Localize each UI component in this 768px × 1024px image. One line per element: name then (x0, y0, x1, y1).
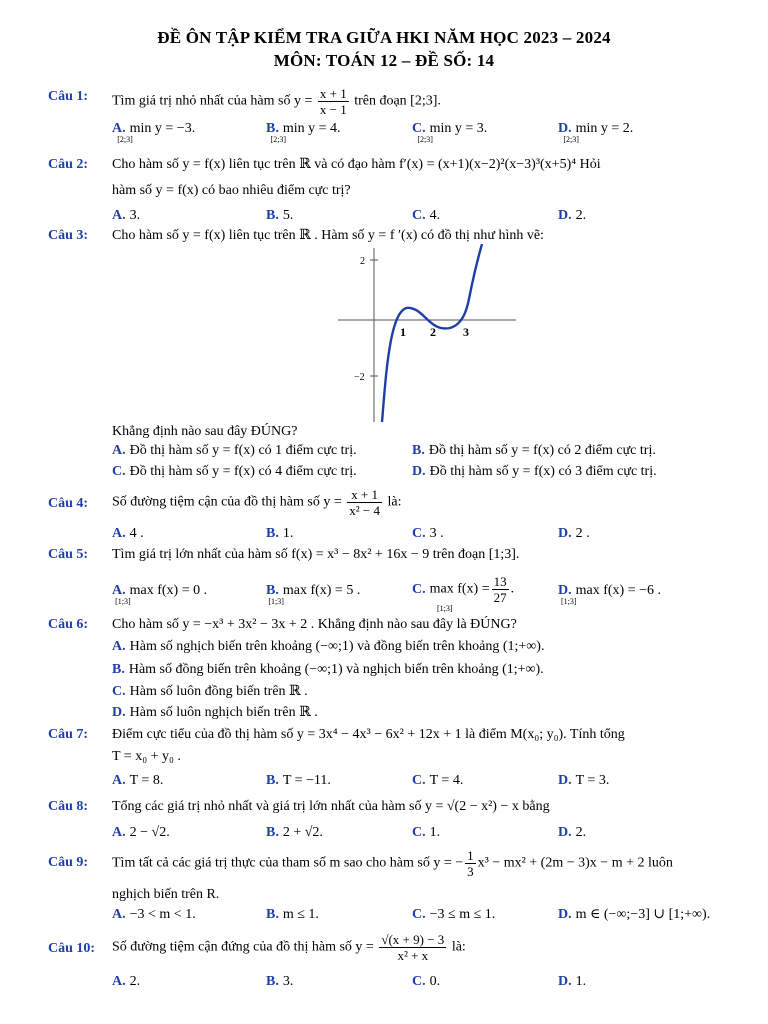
option-d[interactable]: D. $\min y = 2._{[2;3]}$ (558, 121, 634, 144)
question-label: Câu 6: (48, 617, 89, 632)
option-d[interactable]: D. Hàm số luôn nghịch biến trên ℝ . (112, 705, 318, 720)
option-d[interactable]: D. 1. (558, 974, 587, 989)
option-c[interactable]: C. T = 4. (412, 773, 464, 788)
option-a[interactable]: A. 3. (112, 208, 141, 223)
option-d[interactable]: D. 2. (558, 208, 587, 223)
question-label: Câu 5: (48, 547, 89, 562)
option-b[interactable]: B. Hàm số đồng biến trên khoảng (−∞;1) và nghịch biến trên khoảng (1;+∞). (112, 662, 544, 677)
option-b[interactable]: B. 2 + √2. (266, 825, 323, 840)
question-stem: Tìm giá trị lớn nhất của hàm số f(x) = x³ − 8x² + 16x − 9 trên đoạn [1;3]. (112, 547, 520, 562)
x-label: 3 (463, 325, 469, 339)
option-a[interactable]: A. Hàm số nghịch biến trên khoảng (−∞;1) và đồng biến trên khoảng (1;+∞). (112, 639, 545, 654)
question-label: Câu 2: (48, 157, 89, 172)
option-a[interactable]: A. 2 − √2. (112, 825, 170, 840)
question-stem: Tổng các giá trị nhỏ nhất và giá trị lớn nhất của hàm số y = √(2 − x²) − x bằng (112, 799, 550, 814)
question-3-prompt: Khẳng định nào sau đây ĐÚNG? (112, 424, 298, 439)
option-d[interactable]: D. 2. (558, 825, 587, 840)
question-stem: Tìm giá trị nhỏ nhất của hàm số y = $\frac{x + 1}{x - 1}$ trên đoạn [2;3]. (112, 86, 441, 117)
fraction: $\frac{√(x + 9) - 3}{\text{x² + x}}$ (381, 932, 445, 963)
option-d[interactable]: D. T = 3. (558, 773, 610, 788)
option-c[interactable]: C. Đồ thị hàm số y = f(x) có 4 điểm cực trị. (112, 464, 357, 479)
question-label: Câu 4: (48, 496, 89, 511)
option-b[interactable]: B. $\min y = 4._{[2;3]}$ (266, 121, 341, 144)
question-label: Câu 7: (48, 727, 89, 742)
question-label: Câu 9: (48, 855, 89, 870)
question-stem: Số đường tiệm cận của đồ thị hàm số y = $\frac{x + 1}{\text{x² − 4}}$ là: (112, 487, 402, 518)
question-stem: Số đường tiệm cận đứng của đồ thị hàm số y = $\frac{√(x + 9) - 3}{\text{x² + x}}$ là: (112, 932, 466, 963)
fraction: $\frac{13}{27}$ (493, 574, 507, 605)
question-stem: Tìm tất cả các giá trị thực của tham số m sao cho hàm số y = − $\frac{1}{3}$ x³ − mx² + (2m − 3)x − m + 2 luôn (112, 848, 673, 879)
question-stem: Cho hàm số y = −x³ + 3x² − 3x + 2 . Khẳng định nào sau đây là ĐÚNG? (112, 617, 517, 632)
option-b[interactable]: B. 1. (266, 526, 294, 541)
question-stem-cont: hàm số y = f(x) có bao nhiêu điểm cực trị? (112, 183, 351, 198)
option-c[interactable]: C. 4. (412, 208, 441, 223)
option-c[interactable]: C. 0. (412, 974, 441, 989)
question-label: Câu 1: (48, 89, 89, 104)
option-c[interactable]: C. max f(x) = $\frac{13}{27}$ . [1;3] (412, 574, 515, 613)
option-d[interactable]: D. Đồ thị hàm số y = f(x) có 3 điểm cực trị. (412, 464, 657, 479)
exam-subtitle: MÔN: TOÁN 12 – ĐỀ SỐ: 14 (273, 51, 495, 70)
fraction: $\frac{x + 1}{x - 1}$ (319, 86, 347, 117)
option-a[interactable]: A. $\min y = -3._{[2;3]}$ (112, 121, 196, 144)
fraction: $\frac{x + 1}{\text{x² − 4}}$ (349, 487, 380, 518)
question-label: Câu 10: (48, 941, 96, 956)
option-b[interactable]: B. T = −11. (266, 773, 331, 788)
question-stem: Cho hàm số y = f(x) liên tục trên ℝ và có đạo hàm f′(x) = (x+1)(x−2)²(x−3)³(x+5)⁴ Hỏi (112, 157, 601, 172)
question-label: Câu 3: (48, 228, 89, 243)
derivative-graph (330, 244, 520, 424)
y-tick-label: 2 (360, 256, 365, 267)
x-label: 2 (430, 325, 436, 339)
option-a[interactable]: A. Đồ thị hàm số y = f(x) có 1 điểm cực trị. (112, 443, 357, 458)
question-stem-cont: T = x₀ + y₀ . (112, 749, 181, 764)
option-b[interactable]: B. Đồ thị hàm số y = f(x) có 2 điểm cực trị. (412, 443, 656, 458)
option-a[interactable]: A. T = 8. (112, 773, 164, 788)
x-label: 1 (400, 325, 406, 339)
question-stem-cont: nghịch biến trên R. (112, 887, 220, 902)
option-a[interactable]: A. max f(x) = 0 $._{[1;3]}$ (112, 583, 208, 606)
question-stem: Điểm cực tiểu của đồ thị hàm số y = 3x⁴ − 4x³ − 6x² + 12x + 1 là điểm M(x₀; y₀). Tính tổng (112, 727, 625, 742)
option-d[interactable]: D. m ∈ (−∞;−3] ∪ [1;+∞). (558, 907, 711, 922)
option-c[interactable]: C. 3 . (412, 526, 444, 541)
option-a[interactable]: A. 2. (112, 974, 141, 989)
option-c[interactable]: C. 1. (412, 825, 441, 840)
option-b[interactable]: B. max f(x) = 5 $._{[1;3]}$ (266, 583, 361, 606)
option-a[interactable]: A. −3 < m < 1. (112, 907, 196, 922)
option-d[interactable]: D. max f(x) = −6 $._{[1;3]}$ (558, 583, 662, 606)
question-stem: Cho hàm số y = f(x) liên tục trên ℝ . Hàm số y = f ′(x) có đồ thị như hình vẽ: (112, 228, 544, 243)
fraction: $\frac{1}{3}$ (467, 848, 474, 879)
option-c[interactable]: C. −3 ≤ m ≤ 1. (412, 907, 496, 922)
option-b[interactable]: B. m ≤ 1. (266, 907, 319, 922)
option-d[interactable]: D. 2 . (558, 526, 590, 541)
option-c[interactable]: C. $\min y = 3._{[2;3]}$ (412, 121, 488, 144)
question-label: Câu 8: (48, 799, 89, 814)
option-c[interactable]: C. Hàm số luôn đồng biến trên ℝ . (112, 684, 308, 699)
exam-title: ĐỀ ÔN TẬP KIỂM TRA GIỮA HKI NĂM HỌC 2023 – 2024 (157, 28, 611, 47)
option-b[interactable]: B. 3. (266, 974, 294, 989)
option-b[interactable]: B. 5. (266, 208, 294, 223)
option-a[interactable]: A. 4 . (112, 526, 144, 541)
y-tick-label: −2 (354, 372, 365, 383)
